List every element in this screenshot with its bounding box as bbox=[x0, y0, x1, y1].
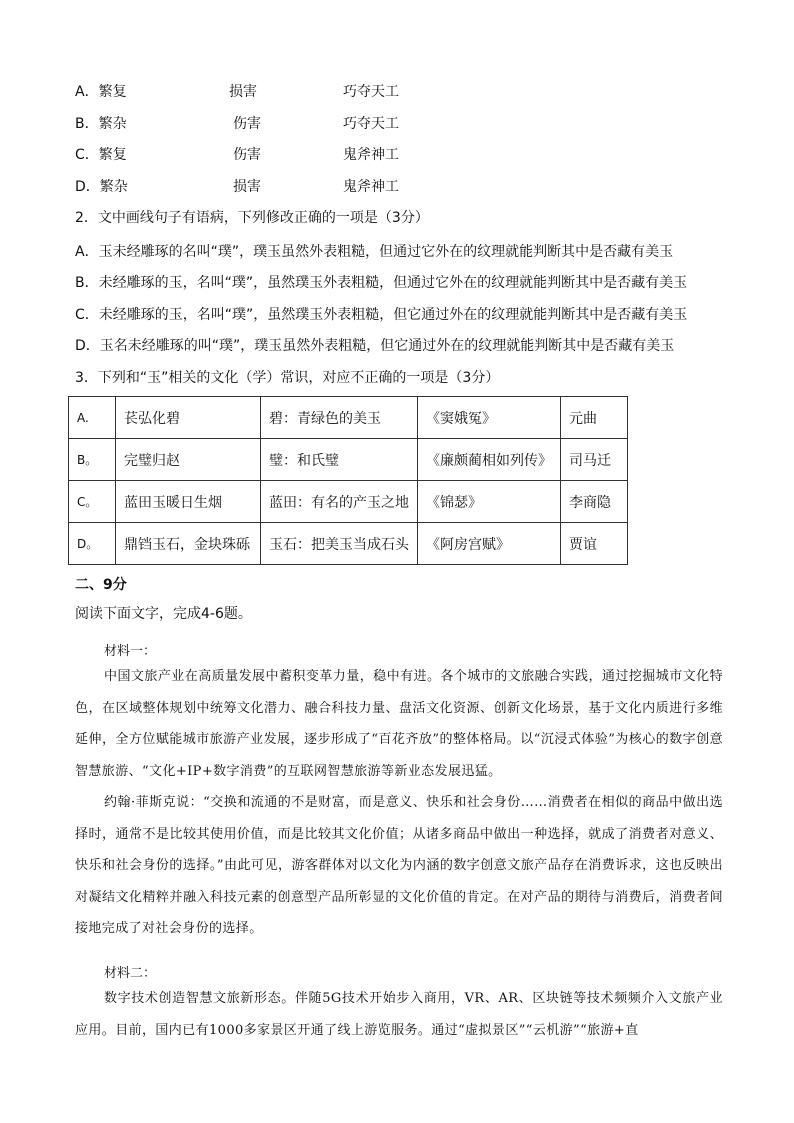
table-row: C。 蓝田玉暖日生烟 蓝田：有名的产玉之地 《锦瑟》 李商隐 bbox=[69, 481, 628, 523]
q1-option-b: B．繁杂 伤害 巧夺天工 bbox=[75, 116, 399, 132]
q2-option-b: B．未经雕琢的玉，名叫“璞”，虽然璞玉外表粗糙，但通过它外在的纹理就能判断其中是否藏有美玉 bbox=[75, 275, 688, 291]
table-row: B。 完璧归赵 璧：和氏璧 《廉颇蔺相如列传》 司马迁 bbox=[69, 439, 628, 481]
q3-stem: 3．下列和“玉”相关的文化（学）常识，对应不正确的一项是（3分） bbox=[75, 370, 500, 386]
table-row: D。 鼎铛玉石，金块珠砾 玉石：把美玉当成石头 《阿房宫赋》 贾谊 bbox=[69, 523, 628, 565]
reading-instruction: 阅读下面文字，完成4-6题。 bbox=[75, 606, 252, 622]
q2-option-c: C．未经雕琢的玉，名叫“璞”，虽然璞玉外表粗糙，但它通过外在的纹理就能判断其中是否藏有美玉 bbox=[75, 307, 688, 323]
q2-option-a: A．玉未经雕琢的名叫“璞”，璞玉虽然外表粗糙，但通过它外在的纹理就能判断其中是否藏有美玉 bbox=[75, 244, 674, 260]
q1-option-d: D．繁杂 损害 鬼斧神工 bbox=[75, 179, 399, 195]
section-heading: 二、9分 bbox=[75, 577, 127, 593]
material-1-label: 材料一： bbox=[104, 644, 157, 659]
q1-option-c: C．繁复 伤害 鬼斧神工 bbox=[75, 147, 399, 163]
material-1-paragraph-1: 中国文旅产业在高质量发展中蓄积变革力量，稳中有进。各个城市的文旅融合实践，通过挖掘城市文化特色，在区域整体规划中统筹文化潜力、融合科技力量、盘活文化资源、创新文化场景，基于文化内质进行多维延伸，全方位赋能城市旅游产业发展，逐步形成了“百花齐放”的整体格局。以“沉浸式体验”为核心的数字创意智慧旅游、“文化+IP+数字消费”的互联网智慧旅游等新业态发展迅猛。 bbox=[75, 669, 723, 779]
q2-stem: 2．文中画线句子有语病，下列修改正确的一项是（3分） bbox=[75, 210, 429, 226]
q3-table bbox=[68, 396, 628, 565]
material-2-paragraph-1: 数字技术创造智慧文旅新形态。伴随5G技术开始步入商用，VR、AR、区块链等技术频频介入文旅产业应用。目前，国内已有1000多家景区开通了线上游览服务。通过“虚拟景区”“云机游”“旅游+直 bbox=[75, 991, 723, 1038]
table-row: A. 苌弘化碧 碧：青绿色的美玉 《窦娥冤》 元曲 bbox=[69, 397, 628, 439]
q1-option-a: A．繁复 损害 巧夺天工 bbox=[75, 84, 399, 100]
material-1-paragraph-2: 约翰·菲斯克说：“交换和流通的不是财富，而是意义、快乐和社会身份……消费者在相似的商品中做出选择时，通常不是比较其使用价值，而是比较其文化价值；从诸多商品中做出一种选择，就成了消费者对意义、快乐和社会身份的选择。”由此可见，游客群体对以文化为内涵的数字创意文旅产品存在消费诉求，这也反映出对凝结文化精粹并融入科技元素的创意型产品所彰显的文化价值的肯定。在对产品的期待与消费后，消费者间接地完成了对社会身份的选择。 bbox=[75, 795, 723, 936]
material-2-label: 材料二： bbox=[104, 966, 157, 981]
q2-option-d: D．玉名未经雕琢的叫“璞”，璞玉虽然外表粗糙，但它通过外在的纹理就能判断其中是否藏有美玉 bbox=[75, 338, 675, 354]
